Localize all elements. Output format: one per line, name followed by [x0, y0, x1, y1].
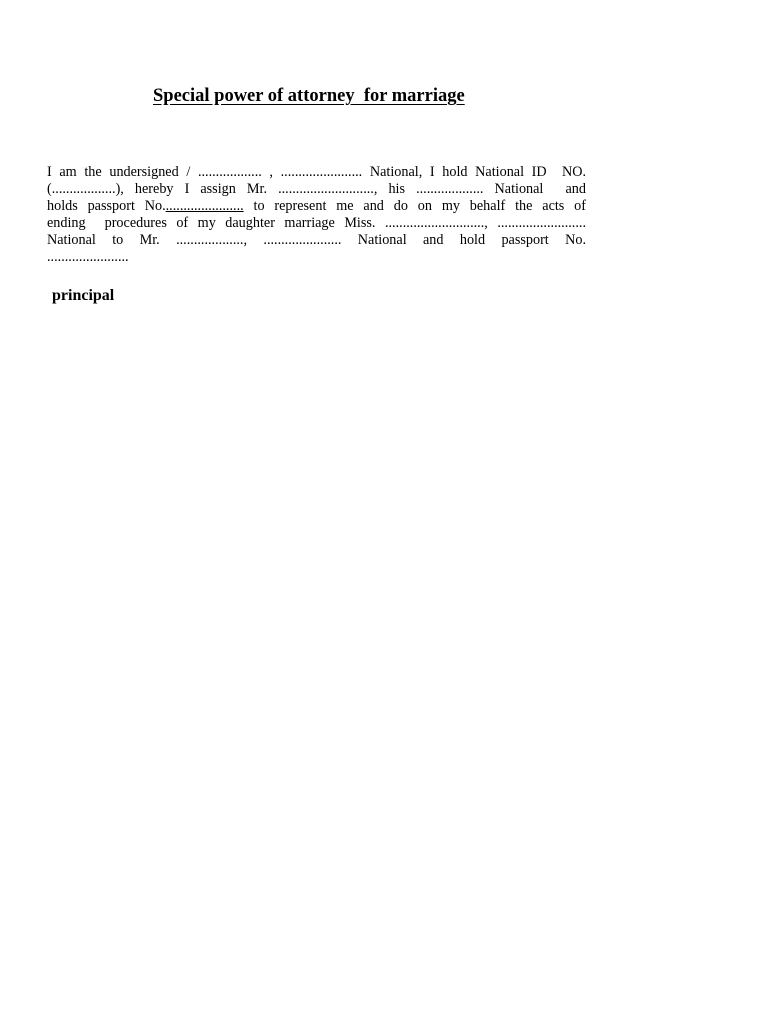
paragraph-line-1: I am the undersigned / .................. , ....................... National, I hold National ID NO. [47, 164, 586, 180]
paragraph-line-3 [47, 198, 586, 215]
paragraph-line-5: National to Mr. ..................., ...................... National and hold passport No. [47, 232, 586, 248]
body-paragraph [47, 164, 586, 266]
document-title: Special power of attorney for marriage [153, 86, 465, 106]
principal-signature-label: principal [52, 287, 115, 304]
passport-label: holds passport No. [47, 198, 166, 214]
represent-text: to represent me and do on my behalf the acts of [243, 198, 586, 214]
passport-blank: ...................... [165, 198, 244, 214]
paragraph-line-6: ....................... [47, 249, 129, 265]
paragraph-line-4: ending procedures of my daughter marriage Miss. ............................, ......................... [47, 215, 586, 231]
paragraph-line-2: (..................), hereby I assign Mr. ..........................., his ................... National and [47, 181, 586, 197]
